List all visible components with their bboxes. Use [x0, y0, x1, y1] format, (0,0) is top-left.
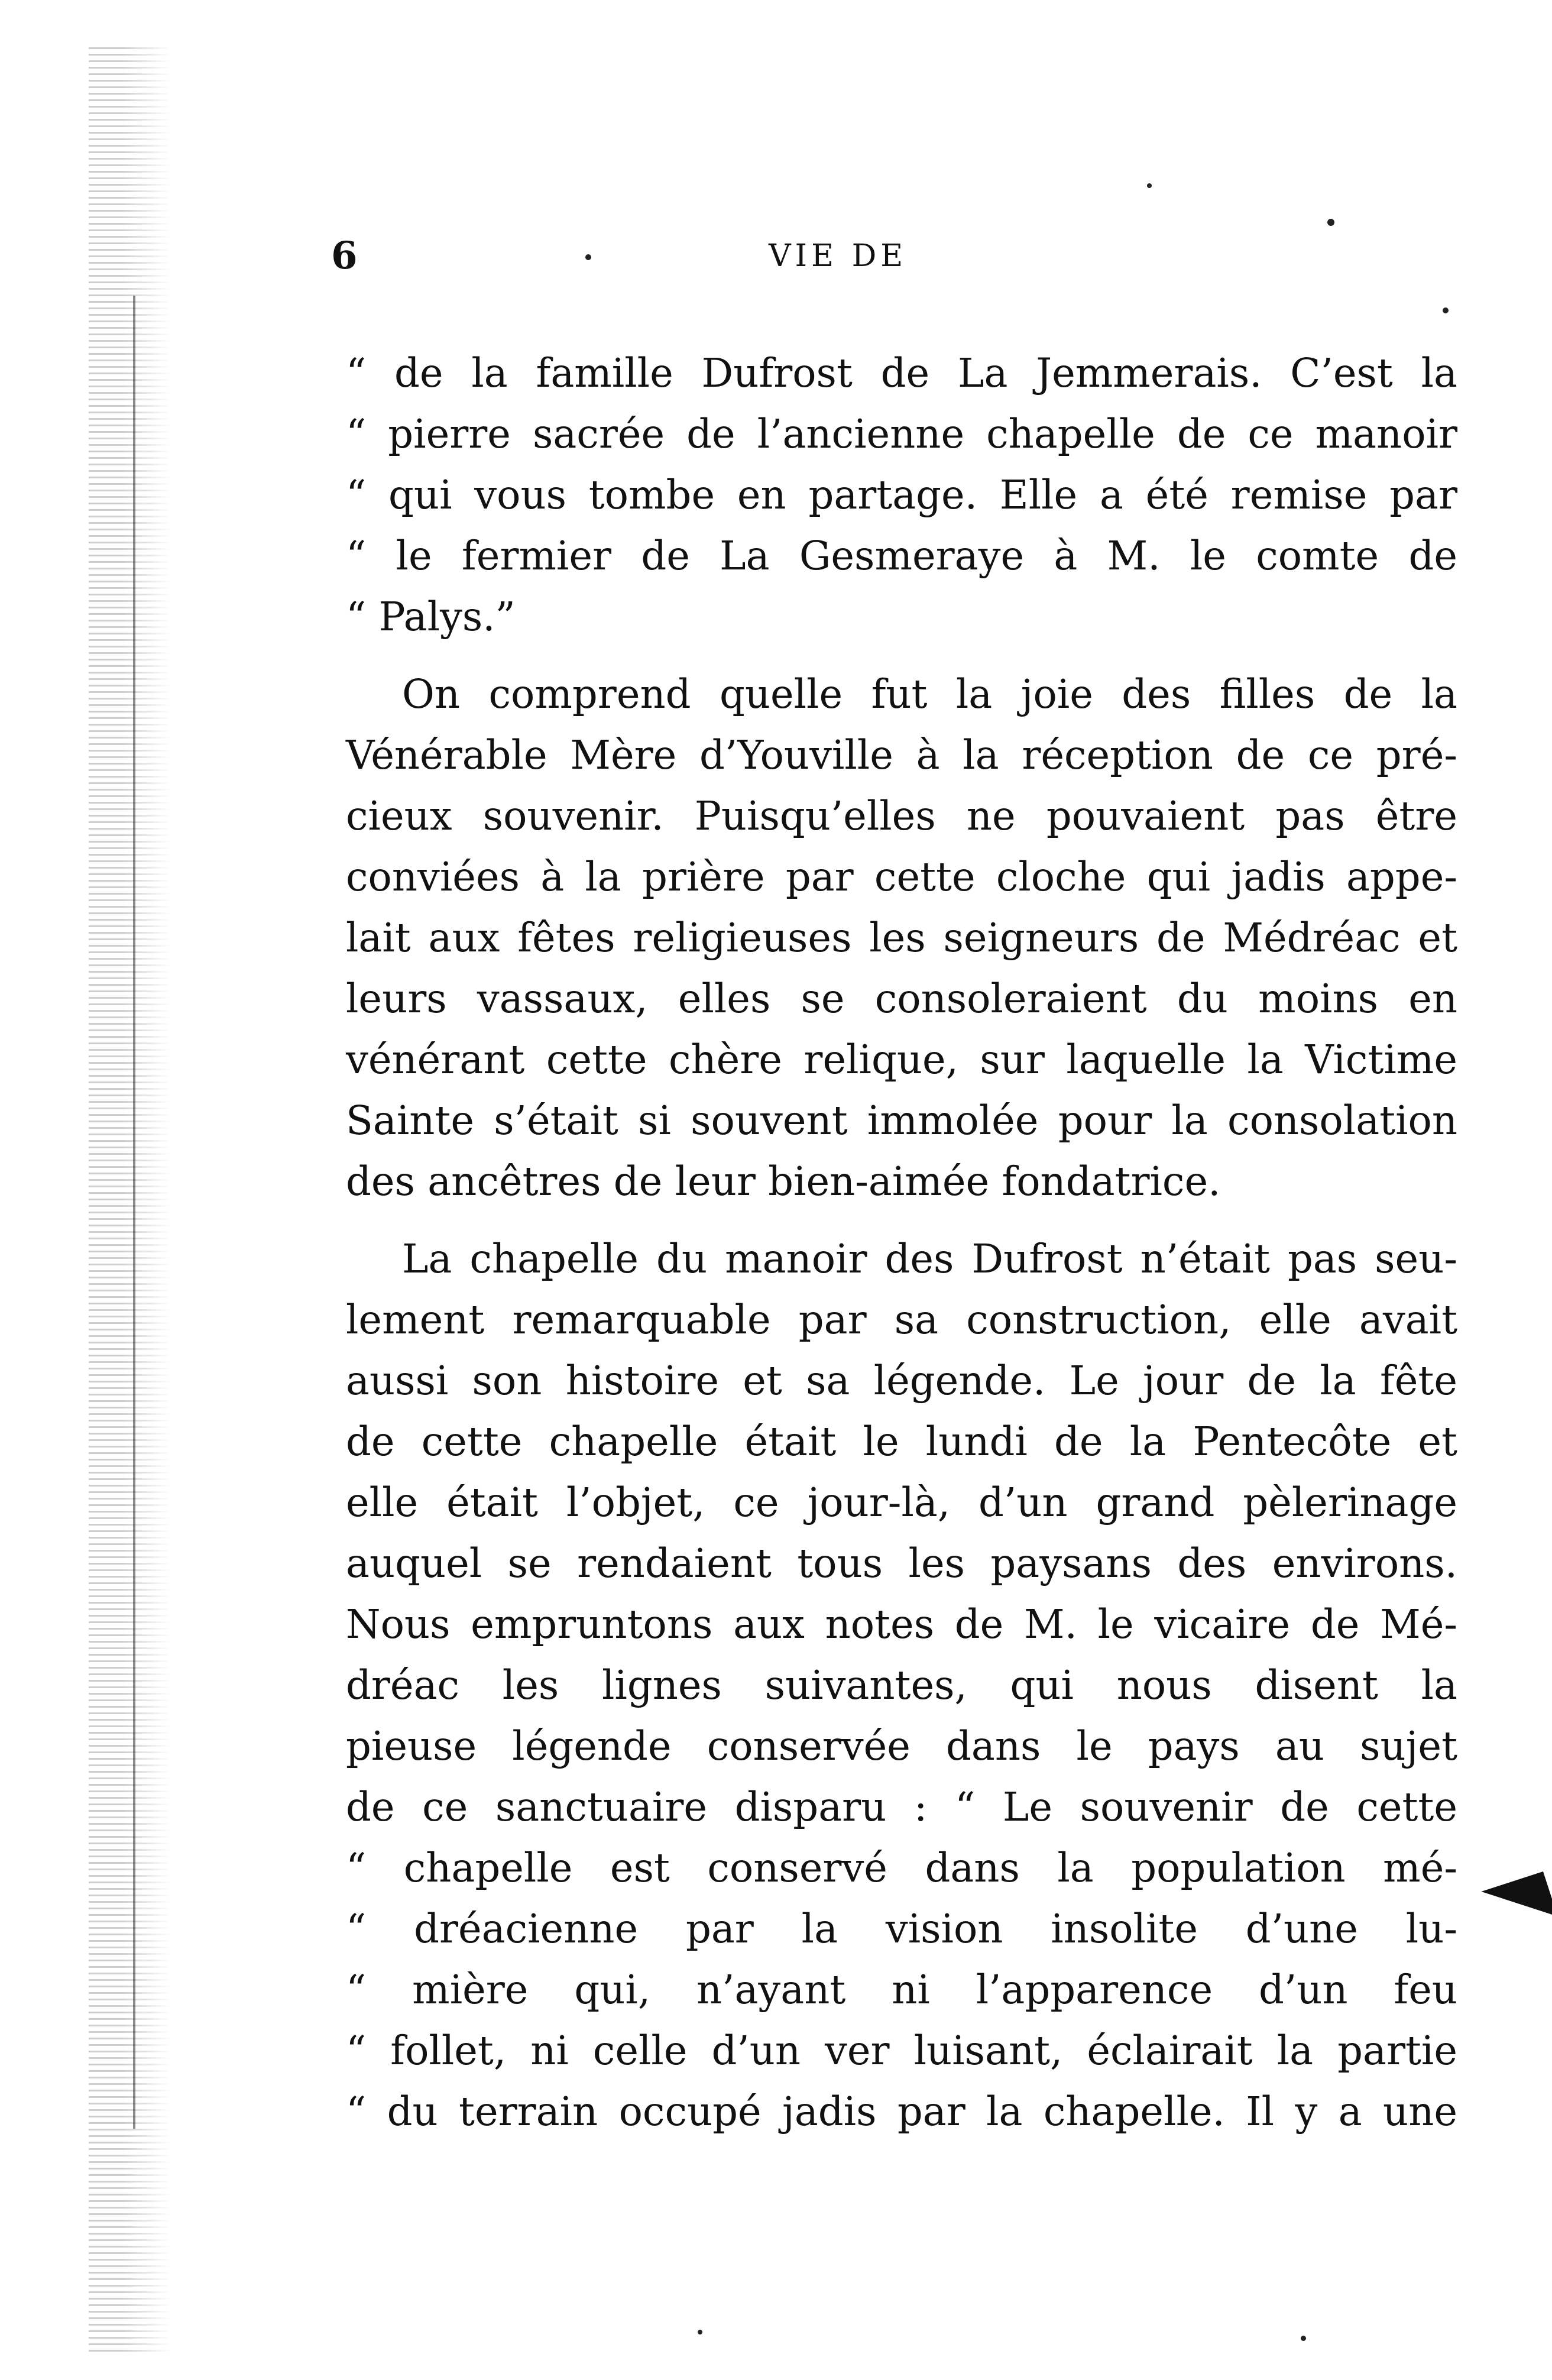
page-header [331, 234, 1514, 287]
text-line: “ du terrain occupé jadis par la chapelle. Il y a une [346, 2088, 1457, 2135]
binding-edge-line [133, 296, 135, 2129]
body-text [346, 343, 1457, 2142]
text-line: lement remarquable par sa construction, elle avait [346, 1297, 1457, 1343]
ink-speck [1327, 219, 1334, 226]
text-line: “ chapelle est conservé dans la population mé- [346, 1845, 1457, 1891]
text-line: “ Palys.” [346, 594, 516, 640]
text-line: dréac les lignes suivantes, qui nous disent la [346, 1662, 1457, 1708]
text-line: On comprend quelle fut la joie des filles de la [402, 671, 1457, 717]
text-line: vénérant cette chère relique, sur laquelle la Victime [346, 1037, 1457, 1083]
text-line: conviées à la prière par cette cloche qui jadis appe- [346, 854, 1457, 900]
running-head: VIE DE [769, 238, 908, 274]
ink-blot-mark [1481, 1871, 1552, 1937]
text-line: leurs vassaux, elles se consoleraient du moins en [346, 976, 1457, 1022]
page-number: 6 [331, 234, 358, 278]
binding-gutter-shadow [89, 47, 171, 2353]
text-line: “ dréacienne par la vision insolite d’une lu- [346, 1906, 1457, 1952]
text-line: Nous empruntons aux notes de M. le vicaire de Mé- [346, 1601, 1457, 1647]
text-line: “ qui vous tombe en partage. Elle a été remise par [346, 472, 1457, 518]
text-line: La chapelle du manoir des Dufrost n’était pas seu- [402, 1236, 1457, 1282]
paragraph [346, 343, 1457, 647]
paragraph-gap [346, 1212, 1457, 1229]
paragraph [346, 664, 1457, 1212]
text-line: pieuse légende conservée dans le pays au sujet [346, 1723, 1457, 1769]
text-line: aussi son histoire et sa légende. Le jour de la fête [346, 1358, 1457, 1404]
text-line: lait aux fêtes religieuses les seigneurs de Médréac et [346, 915, 1457, 961]
text-line: elle était l’objet, ce jour-là, d’un grand pèlerinage [346, 1479, 1457, 1526]
text-line: cieux souvenir. Puisqu’elles ne pouvaient pas être [346, 793, 1457, 839]
paragraph-gap [346, 647, 1457, 664]
text-line: “ de la famille Dufrost de La Jemmerais. C’est la [346, 350, 1457, 396]
paragraph [346, 1229, 1457, 2142]
text-line: “ follet, ni celle d’un ver luisant, éclairait la partie [346, 2028, 1457, 2074]
text-line: “ pierre sacrée de l’ancienne chapelle de ce manoir [346, 411, 1457, 457]
ink-speck [1147, 183, 1152, 188]
ink-speck [1443, 307, 1449, 313]
text-line: de cette chapelle était le lundi de la Pentecôte et [346, 1419, 1457, 1465]
ink-speck [698, 2330, 702, 2334]
text-line: auquel se rendaient tous les paysans des environs. [346, 1540, 1457, 1586]
text-line: “ le fermier de La Gesmeraye à M. le comte de [346, 533, 1457, 579]
ink-speck [1301, 2336, 1306, 2341]
text-line: “ mière qui, n’ayant ni l’apparence d’un feu [346, 1967, 1457, 2013]
text-line: Vénérable Mère d’Youville à la réception de ce pré- [346, 732, 1457, 778]
text-line: Sainte s’était si souvent immolée pour la consolation [346, 1097, 1457, 1144]
text-line: des ancêtres de leur bien-aimée fondatrice. [346, 1158, 1221, 1204]
text-line: de ce sanctuaire disparu : “ Le souvenir de cette [346, 1784, 1457, 1830]
